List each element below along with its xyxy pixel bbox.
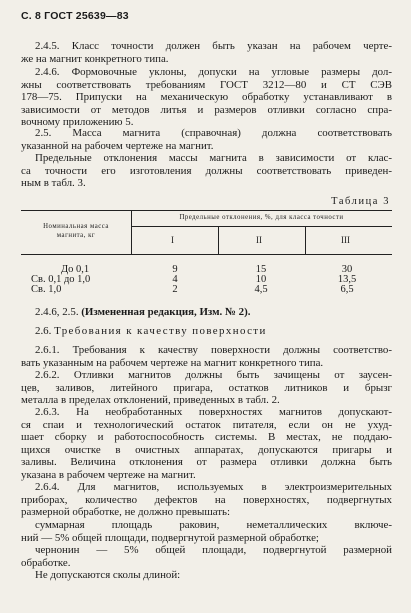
text-line: обработке. bbox=[21, 556, 71, 569]
table-rule-top bbox=[21, 210, 392, 211]
amendment-text: (Измененная редакция, Изм. № 2). bbox=[81, 306, 251, 318]
text-line: вочному приложению 5. bbox=[21, 116, 134, 128]
group-header: Предельные отклонения, %, для класса точности bbox=[179, 214, 344, 221]
text-line: 2.6.1. Требования к качеству поверхности должны соответство- bbox=[35, 344, 392, 356]
table-rule-header bbox=[21, 254, 392, 255]
row-label: Св. 0,1 до 1,0 bbox=[31, 274, 91, 285]
cell-value: 9 bbox=[172, 264, 178, 275]
section-heading-line bbox=[21, 325, 392, 338]
text-line: ся спаи и технологический остаток питателя, если он не ухуд- bbox=[21, 418, 392, 431]
paragraph-mass-deviation bbox=[21, 152, 392, 190]
text-line: вать указанным на рабочем чертеже на магнит конкретного типа. bbox=[21, 356, 324, 369]
text-line: суммарная площадь раковин, неметаллических включе- bbox=[35, 519, 392, 531]
table-rule-group bbox=[131, 226, 392, 227]
text-line: цев, заливов, литейного пригара, остатков литников и брызг bbox=[21, 381, 392, 394]
text-line: Не допускаются сколы длиной: bbox=[35, 569, 181, 581]
text-line: 2.6.4. Для магнитов, используемых в электроизмерительных bbox=[35, 481, 392, 493]
text-line: металла в пределах отклонений, приведенных в табл. 2. bbox=[21, 394, 280, 406]
class-header-3: III bbox=[341, 235, 350, 245]
paragraph-chips bbox=[21, 569, 392, 582]
class-header-1: I bbox=[171, 235, 174, 245]
col-header-line: Номинальная масса bbox=[43, 223, 109, 230]
col-header-mass bbox=[21, 222, 131, 240]
row-label: До 0,1 bbox=[61, 264, 90, 275]
paragraph-2-6-4 bbox=[21, 481, 392, 519]
text-line: щихся очистке в очистных аппаратах, допускаются пригары и bbox=[21, 443, 392, 456]
paragraph-2-6-1 bbox=[21, 344, 392, 369]
text-line: 178—75. Припуски на механическую обработку устанавливают в bbox=[21, 91, 392, 103]
table-3 bbox=[21, 210, 392, 298]
text-line: размерной обработке, не должно превышать: bbox=[21, 506, 231, 518]
paragraph-2-4-5 bbox=[21, 40, 392, 65]
class-header-2: II bbox=[256, 235, 262, 245]
paragraph-2-5 bbox=[21, 127, 392, 152]
text-line: 2.4.6. Формовочные уклоны, допуски на угловые размеры дол- bbox=[35, 66, 392, 78]
cell-value: 4 bbox=[172, 274, 178, 285]
table-caption: Таблица 3 bbox=[331, 196, 390, 207]
text-line: 2.4.5. Класс точности должен быть указан на рабочем черте- bbox=[35, 40, 392, 52]
text-line: шает сборку и работоспособность системы. В местах, не поддаю- bbox=[21, 431, 392, 443]
text-line: ний — 5% общей площади, подвергнутой размерной обработке; bbox=[21, 531, 319, 544]
cell-value: 2 bbox=[172, 284, 178, 295]
cell-value: 30 bbox=[341, 264, 353, 275]
paragraph-blackness bbox=[21, 544, 392, 569]
text-line: са точности его изготовления должны соответствовать приведен- bbox=[21, 164, 392, 177]
amendment-note bbox=[21, 306, 392, 319]
text-line: же на магнит конкретного типа. bbox=[21, 52, 169, 65]
text-line: жны соответствовать требованиям ГОСТ 3212—80 и СТ СЭВ bbox=[21, 78, 392, 91]
text-line: приборах, количество дефектов на поверхностях, подвергнутых bbox=[21, 493, 392, 506]
row-label: Св. 1,0 bbox=[31, 284, 62, 295]
section-heading bbox=[21, 325, 392, 338]
amendment-prefix: 2.4.6, 2.5. bbox=[35, 306, 82, 318]
cell-value: 13,5 bbox=[337, 274, 357, 285]
paragraph-2-4-6 bbox=[21, 66, 392, 129]
text-line: 2.6.3. На необработанных поверхностях магнитов допускают- bbox=[35, 406, 392, 418]
text-line: 2.5. Масса магнита (справочная) должна соответствовать bbox=[35, 127, 392, 139]
cell-value: 4,5 bbox=[254, 284, 268, 295]
paragraph-cavities bbox=[21, 519, 392, 544]
amendment-line bbox=[21, 306, 392, 319]
text-line: заливы. Величина отклонения от размера отливки должна быть bbox=[21, 456, 392, 468]
text-line: указана в рабочем чертеже на магнит. bbox=[21, 468, 196, 481]
table-divider bbox=[218, 226, 219, 254]
table-divider bbox=[305, 226, 306, 254]
text-line: ным в табл. 3. bbox=[21, 177, 86, 189]
text-line: зависимости от методов литья и размеров отливки согласно спра- bbox=[21, 103, 392, 116]
paragraph-2-6-3 bbox=[21, 406, 392, 481]
text-line: чернонин — 5% общей площади, подвергнутой размерной bbox=[35, 544, 392, 556]
text-line: Предельные отклонения массы магнита в зависимости от клас- bbox=[35, 152, 392, 164]
paragraph-2-6-2 bbox=[21, 369, 392, 407]
text-line: 2.6.2. Отливки магнитов должны быть зачищены от заусен- bbox=[35, 369, 392, 381]
cell-value: 15 bbox=[255, 264, 267, 275]
cell-value: 10 bbox=[255, 274, 267, 285]
page-header: С. 8 ГОСТ 25639—83 bbox=[21, 10, 129, 22]
cell-value: 6,5 bbox=[340, 284, 354, 295]
col-header-line: магнита, кг bbox=[56, 232, 96, 239]
section-number: 2.6. bbox=[35, 325, 52, 337]
text-line: указанной на рабочем чертеже на магнит. bbox=[21, 139, 214, 152]
section-title: Требования к качеству поверхности bbox=[54, 325, 267, 337]
